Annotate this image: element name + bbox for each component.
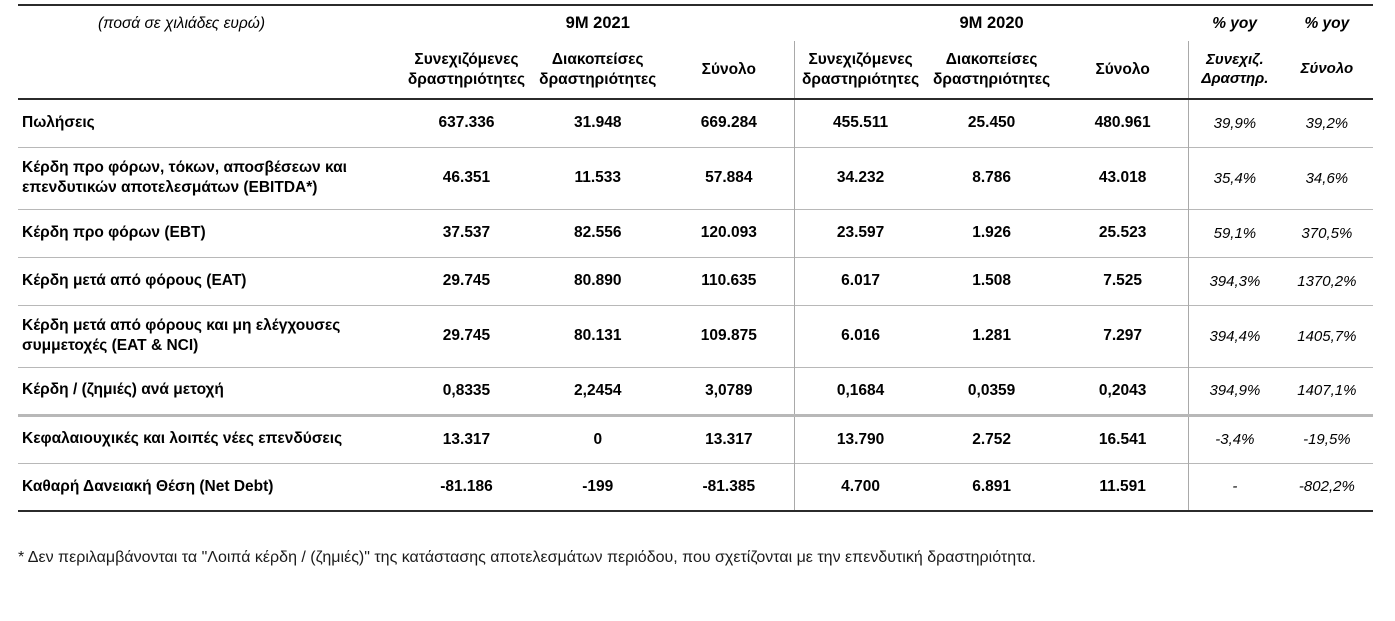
cell-yoy-total: 1407,1% (1281, 367, 1373, 415)
yoy-header-cont: % yoy (1189, 5, 1281, 41)
cell-2020-discontinued: 8.786 (926, 147, 1057, 209)
cell-2021-total: 109.875 (663, 305, 794, 367)
row-label: Κέρδη προ φόρων, τόκων, αποσβέσεων και επενδυτικών αποτελεσμάτων (EBITDA*) (18, 147, 401, 209)
period-header-2020: 9M 2020 (795, 5, 1189, 41)
row-label: Κεφαλαιουχικές και λοιπές νέες επενδύσεις (18, 415, 401, 463)
row-label: Καθαρή Δανειακή Θέση (Net Debt) (18, 463, 401, 511)
cell-2021-continuing: 0,8335 (401, 367, 532, 415)
cell-yoy-total: 370,5% (1281, 209, 1373, 257)
cell-yoy-continuing: 394,4% (1189, 305, 1281, 367)
cell-2020-total: 0,2043 (1057, 367, 1188, 415)
cell-yoy-continuing: 39,9% (1189, 99, 1281, 147)
cell-yoy-continuing: 394,3% (1189, 257, 1281, 305)
header-yoy-continuing: Συνεχιζ. Δραστηρ. (1201, 50, 1269, 87)
header-yoy-total: Σύνολο (1300, 60, 1354, 78)
cell-2021-continuing: 29.745 (401, 257, 532, 305)
cell-2021-total: 57.884 (663, 147, 794, 209)
cell-2021-continuing: 13.317 (401, 415, 532, 463)
header-2020-continuing: Συνεχιζόμενες δραστηριότητες (801, 51, 920, 88)
cell-2021-discontinued: 2,2454 (532, 367, 663, 415)
cell-2020-discontinued: 1.508 (926, 257, 1057, 305)
row-label: Κέρδη μετά από φόρους (EAT) (18, 257, 401, 305)
cell-2020-continuing: 0,1684 (795, 367, 926, 415)
cell-2021-continuing: 37.537 (401, 209, 532, 257)
table-header-periods (18, 5, 1373, 41)
cell-yoy-continuing: - (1189, 463, 1281, 511)
cell-2020-discontinued: 6.891 (926, 463, 1057, 511)
cell-yoy-total: -802,2% (1281, 463, 1373, 511)
table-row (18, 147, 1373, 209)
row-label: Κέρδη προ φόρων (EBT) (18, 209, 401, 257)
cell-2021-total: -81.385 (663, 463, 794, 511)
row-label: Πωλήσεις (18, 99, 401, 147)
cell-2021-discontinued: 11.533 (532, 147, 663, 209)
cell-2020-total: 16.541 (1057, 415, 1188, 463)
cell-2020-discontinued: 0,0359 (926, 367, 1057, 415)
header-2020-discontinued: Διακοπείσες δραστηριότητες (933, 51, 1051, 88)
period-header-2021: 9M 2021 (401, 5, 795, 41)
cell-2021-discontinued: -199 (532, 463, 663, 511)
cell-2020-continuing: 6.017 (795, 257, 926, 305)
table-row (18, 209, 1373, 257)
cell-2021-discontinued: 0 (532, 415, 663, 463)
table-row (18, 463, 1373, 511)
header-2021-continuing: Συνεχιζόμενες δραστηριότητες (407, 51, 526, 88)
cell-2020-discontinued: 1.926 (926, 209, 1057, 257)
cell-yoy-continuing: -3,4% (1189, 415, 1281, 463)
cell-2020-continuing: 455.511 (795, 99, 926, 147)
header-2020-total: Σύνολο (1057, 41, 1188, 99)
cell-2021-discontinued: 31.948 (532, 99, 663, 147)
table-row (18, 415, 1373, 463)
cell-yoy-continuing: 35,4% (1189, 147, 1281, 209)
cell-2021-total: 669.284 (663, 99, 794, 147)
row-label: Κέρδη / (ζημιές) ανά μετοχή (18, 367, 401, 415)
cell-2020-continuing: 4.700 (795, 463, 926, 511)
cell-2021-continuing: 637.336 (401, 99, 532, 147)
yoy-header-total: % yoy (1281, 5, 1373, 41)
financial-summary-table (18, 4, 1373, 512)
cell-2021-continuing: 46.351 (401, 147, 532, 209)
unit-note: (ποσά σε χιλιάδες ευρώ) (18, 5, 401, 41)
header-2021-discontinued: Διακοπείσες δραστηριότητες (539, 51, 657, 88)
cell-yoy-total: 1370,2% (1281, 257, 1373, 305)
row-label: Κέρδη μετά από φόρους και μη ελέγχουσες συμμετοχές (EAT & NCI) (18, 305, 401, 367)
table-row (18, 305, 1373, 367)
cell-2021-continuing: -81.186 (401, 463, 532, 511)
cell-yoy-continuing: 59,1% (1189, 209, 1281, 257)
cell-2021-total: 120.093 (663, 209, 794, 257)
cell-2020-total: 7.297 (1057, 305, 1188, 367)
cell-2021-total: 13.317 (663, 415, 794, 463)
cell-2020-total: 11.591 (1057, 463, 1188, 511)
cell-yoy-total: 1405,7% (1281, 305, 1373, 367)
cell-yoy-total: 39,2% (1281, 99, 1373, 147)
table-footnote: * Δεν περιλαμβάνονται τα "Λοιπά κέρδη / (ζημιές)" της κατάστασης αποτελεσμάτων περιόδου, που σχετίζονται με την επενδυτική δραστηριότητα. (18, 549, 1036, 566)
cell-2020-total: 480.961 (1057, 99, 1188, 147)
cell-2021-continuing: 29.745 (401, 305, 532, 367)
table-row (18, 99, 1373, 147)
cell-2021-discontinued: 80.131 (532, 305, 663, 367)
cell-2020-discontinued: 25.450 (926, 99, 1057, 147)
cell-2021-discontinued: 80.890 (532, 257, 663, 305)
cell-2021-discontinued: 82.556 (532, 209, 663, 257)
cell-2020-discontinued: 2.752 (926, 415, 1057, 463)
cell-2021-total: 110.635 (663, 257, 794, 305)
header-blank (18, 41, 401, 99)
cell-yoy-continuing: 394,9% (1189, 367, 1281, 415)
table-row (18, 367, 1373, 415)
cell-2020-continuing: 34.232 (795, 147, 926, 209)
cell-yoy-total: -19,5% (1281, 415, 1373, 463)
cell-yoy-total: 34,6% (1281, 147, 1373, 209)
cell-2020-discontinued: 1.281 (926, 305, 1057, 367)
cell-2020-total: 25.523 (1057, 209, 1188, 257)
table-header-columns (18, 41, 1373, 99)
cell-2020-continuing: 13.790 (795, 415, 926, 463)
cell-2020-total: 43.018 (1057, 147, 1188, 209)
cell-2020-total: 7.525 (1057, 257, 1188, 305)
header-2021-total: Σύνολο (663, 41, 794, 99)
cell-2020-continuing: 23.597 (795, 209, 926, 257)
cell-2020-continuing: 6.016 (795, 305, 926, 367)
table-row (18, 257, 1373, 305)
cell-2021-total: 3,0789 (663, 367, 794, 415)
financial-summary-page (0, 4, 1395, 621)
